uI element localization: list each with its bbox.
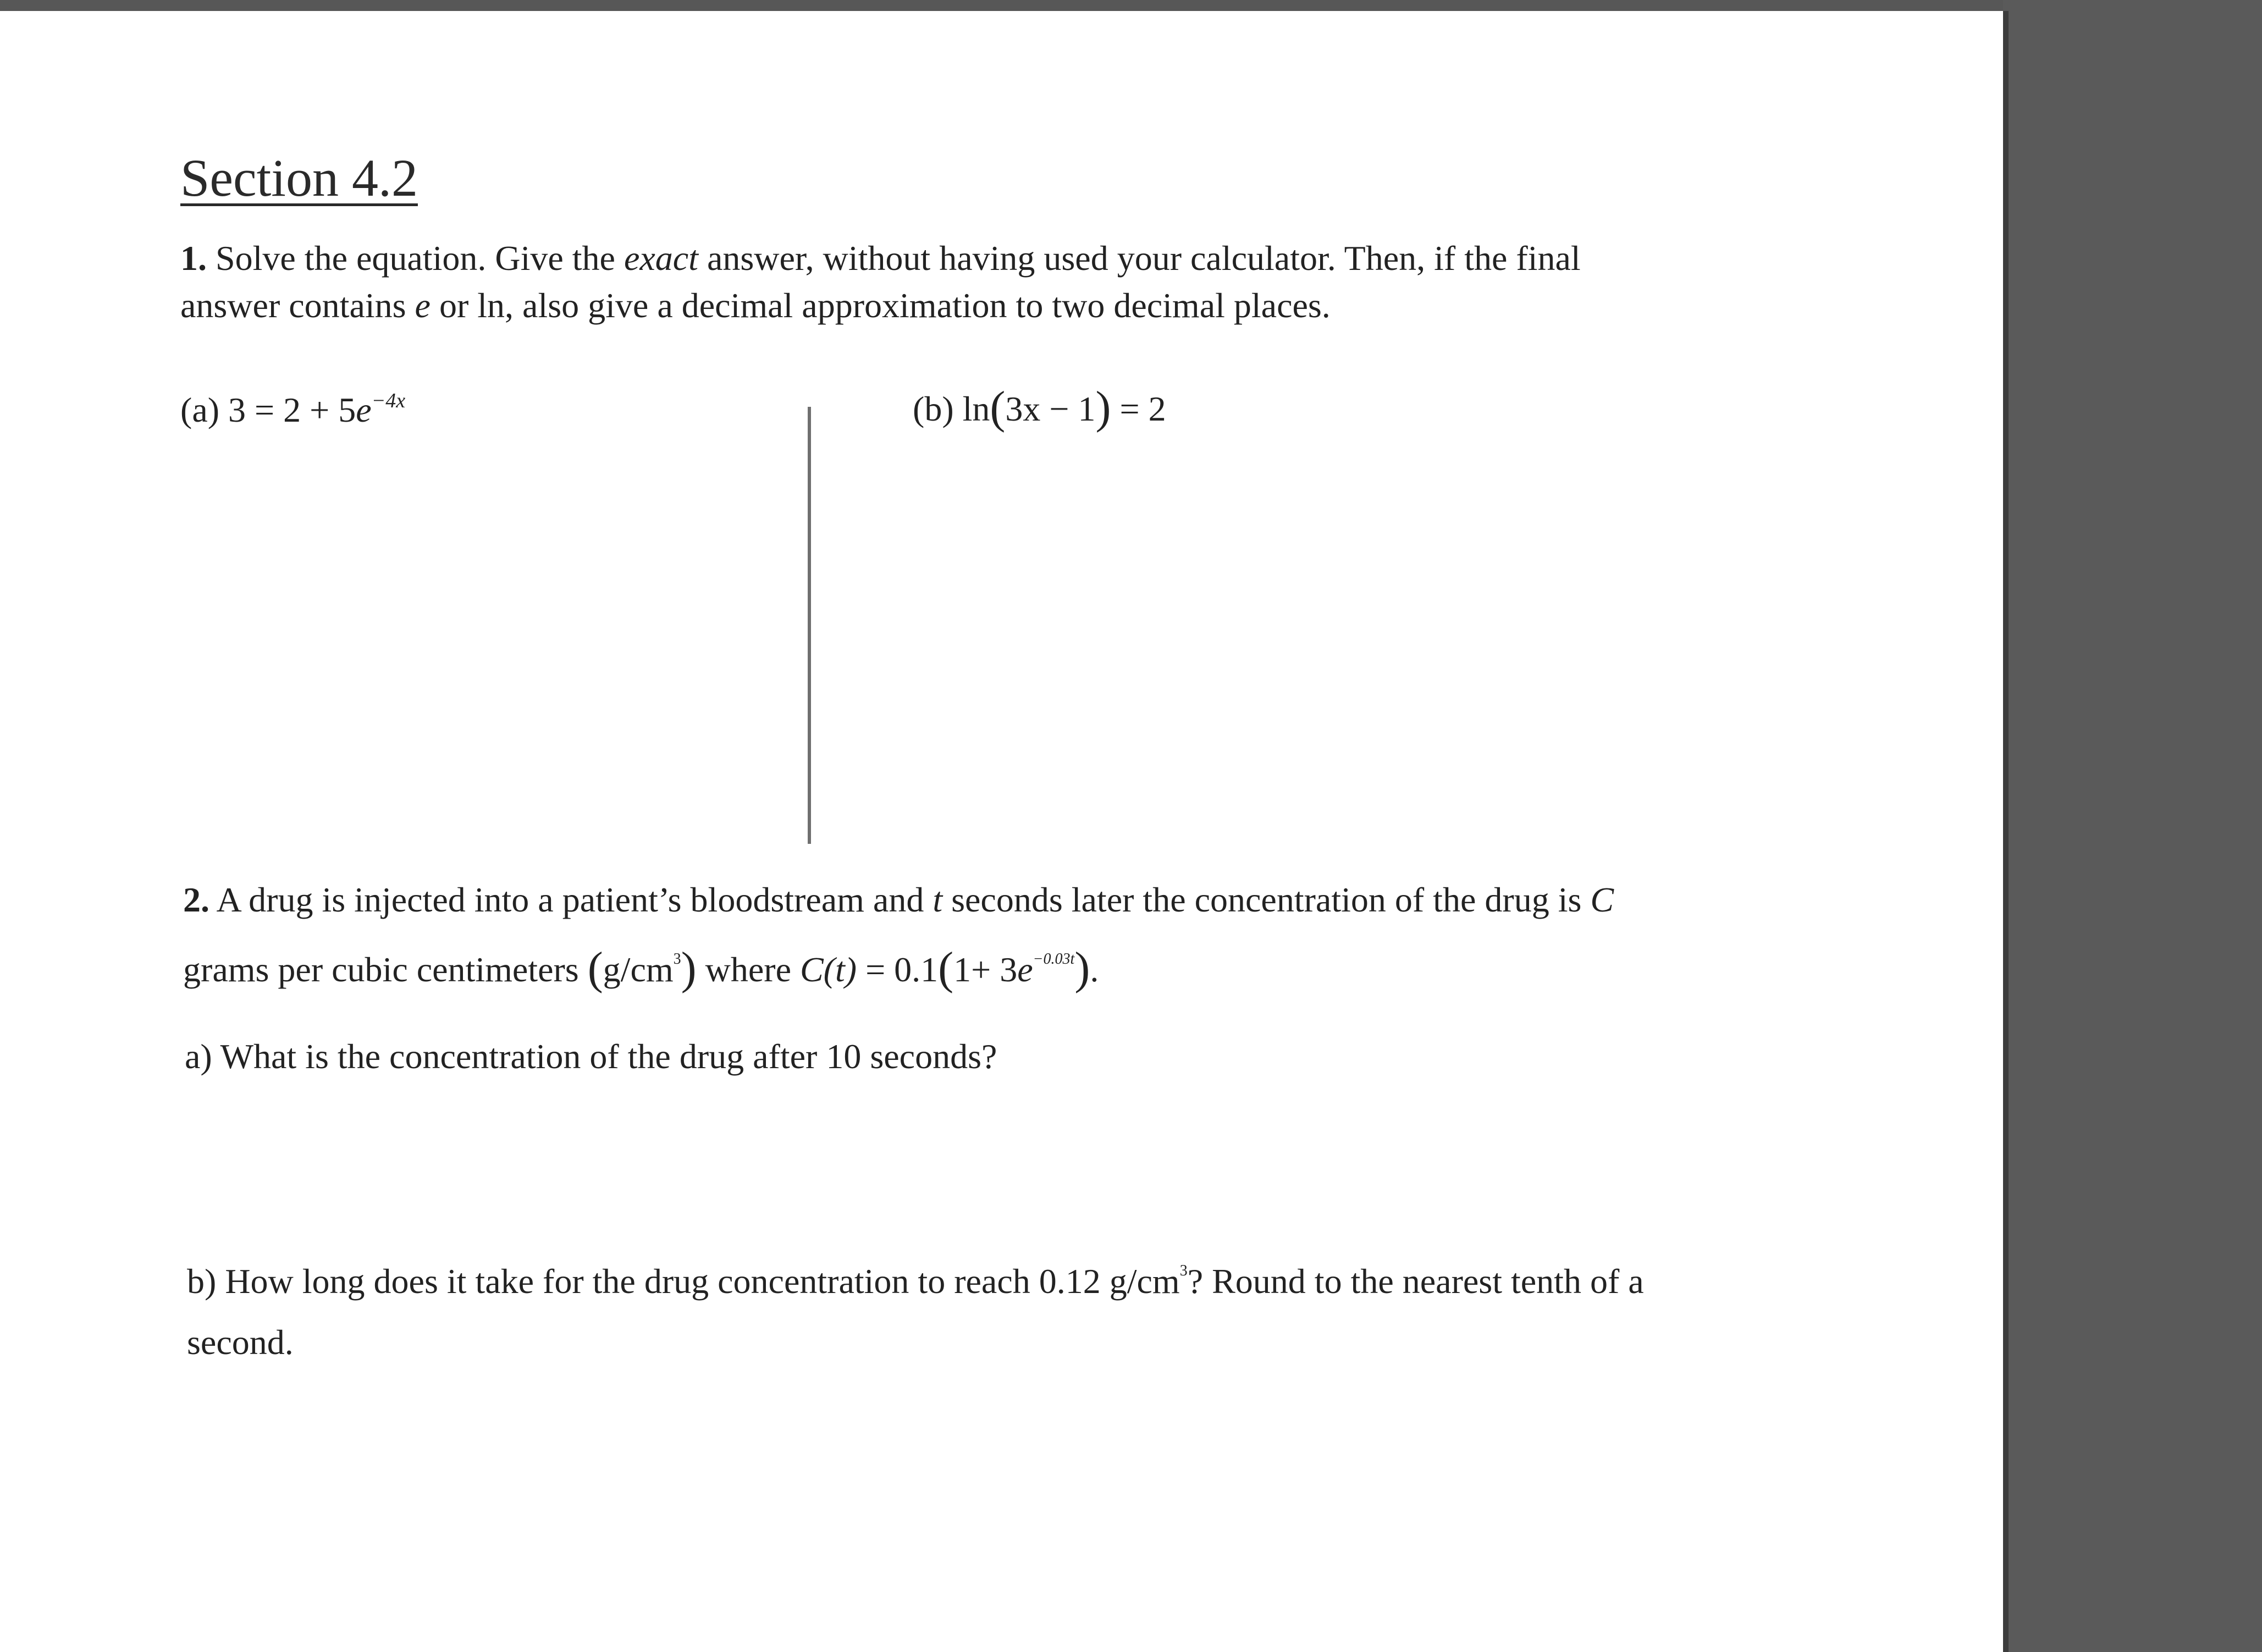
q1-part-a [180,390,405,428]
q1b-ln: ln [962,389,990,428]
q2b-exponent: 3 [1179,1262,1188,1279]
q2-unit: g/cm [603,950,674,989]
q1b-close-paren: ) [1095,382,1111,433]
q1-line-2 [180,288,1331,323]
section-title: Section 4.2 [180,148,418,207]
q1a-label: (a) [180,390,220,429]
q2-function: C(t) [799,950,857,989]
q1-line2-e: e [415,286,431,325]
q1-text-b: answer, without having used your calculator. Then, if the final [698,239,1581,278]
column-divider [808,407,811,844]
q1-text-a: Solve the equation. Give the [207,239,624,278]
q1a-eq-exponent: −4x [371,389,406,412]
q2-line-2 [183,943,1099,994]
viewer-side-panel[interactable] [2003,0,2262,1652]
q1-number: 1. [180,239,207,278]
q2-part-b-line-1 [187,1263,1644,1299]
q1-part-b [913,382,1166,433]
q2-part-a: a) What is the concentration of the drug after 10 seconds? [185,1037,997,1076]
q2-exponent: −0.03t [1033,951,1075,968]
q1b-open-paren: ( [990,382,1006,433]
q2-var-C: C [1590,880,1614,919]
q2-unit-exponent: 3 [673,951,681,968]
q2-unit-close-paren: ) [681,943,697,994]
q2-where: where [696,950,800,989]
q2b-text-a: b) How long does it take for the drug concentration to reach 0.12 g/cm [187,1262,1180,1301]
q2-fn-close-paren: ) [1074,943,1090,994]
q2-period: . [1090,950,1099,989]
q1b-right: = 2 [1119,389,1166,428]
q2-line-1 [183,882,1614,918]
q2-line2-a: grams per cubic centimeters [183,950,588,989]
q2-inner: 1+ 3 [953,950,1018,989]
q1-line2-a: answer contains [180,286,415,325]
q2-e: e [1017,950,1033,989]
q1a-eq-left: 3 = 2 + 5 [228,390,356,429]
q2-text-a: A drug is injected into a patient’s bloodstream and [209,880,933,919]
q1b-inner: 3x − 1 [1005,389,1096,428]
q1-emphasis: exact [624,239,698,278]
page-edge-shadow [2003,11,2009,1652]
q2-number: 2. [183,880,209,919]
q1b-label: (b) [913,389,954,428]
q2-eq: = 0.1 [857,950,939,989]
q1-line-1 [180,241,1581,276]
q2-unit-open-paren: ( [587,943,603,994]
q2-var-t: t [933,880,943,919]
q2b-text-b: ? Round to the nearest tenth of a [1187,1262,1644,1301]
q1a-eq-base: e [356,390,372,429]
q2-fn-open-paren: ( [938,943,954,994]
document-page [0,11,2003,1652]
q2-text-b: seconds later the concentration of the drug is [942,880,1591,919]
q1-line2-b: or ln, also give a decimal approximation to two decimal places. [430,286,1331,325]
q2-part-b-line-2: second. [187,1323,294,1362]
